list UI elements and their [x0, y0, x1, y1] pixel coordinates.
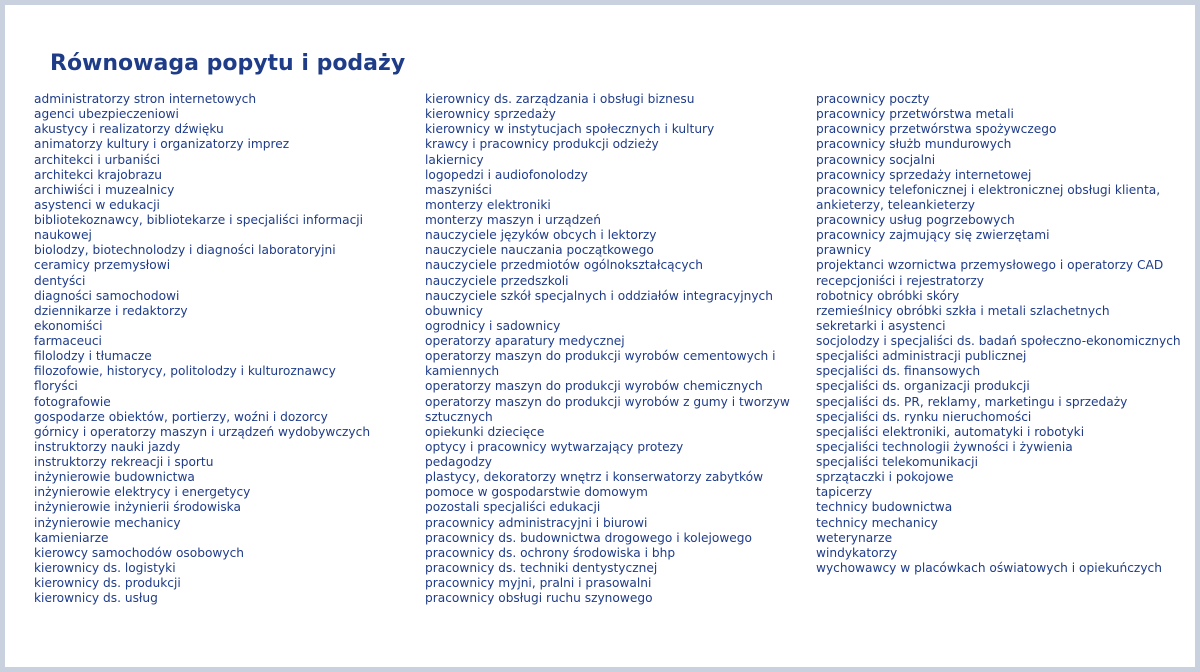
list-item: prawnicy	[816, 243, 872, 258]
list-item: obuwnicy	[425, 303, 483, 318]
list-item: inżynierowie mechanicy	[34, 515, 181, 530]
list-item: socjolodzy i specjaliści ds. badań społeczno-ekonomicznych	[816, 334, 1181, 348]
list-item: operatorzy maszyn do produkcji wyrobów cementowych i	[425, 349, 776, 364]
list-item: specjaliści ds. rynku nieruchomości	[816, 409, 1032, 424]
list-item: operatorzy maszyn do produkcji wyrobów z gumy i tworzyw	[425, 394, 790, 409]
list-item: kamieniarze	[34, 530, 109, 545]
list-item: pracownicy ds. budownictwa drogowego i kolejowego	[425, 530, 752, 545]
occupation-column-3	[816, 92, 1181, 576]
list-item: pracownicy przetwórstwa spożywczego	[816, 122, 1057, 137]
list-item: sprzątaczki i pokojowe	[816, 470, 954, 485]
list-item: pracownicy administracyjni i biurowi	[425, 515, 648, 530]
list-item: pracownicy ds. ochrony środowiska i bhp	[425, 545, 676, 560]
list-item: administratorzy stron internetowych	[34, 92, 257, 106]
list-item: specjaliści ds. finansowych	[816, 364, 981, 379]
list-item: pracownicy służb mundurowych	[816, 137, 1012, 152]
list-item: kierowcy samochodów osobowych	[34, 545, 245, 560]
list-item: fotografowie	[34, 394, 111, 409]
occupation-column-2	[425, 92, 790, 606]
list-item: optycy i pracownicy wytwarzający protezy	[425, 439, 684, 454]
list-item: nauczyciele języków obcych i lektorzy	[425, 228, 657, 243]
list-item: asystenci w edukacji	[34, 197, 160, 212]
slide	[5, 5, 1195, 667]
list-item: dentyści	[34, 273, 86, 288]
list-item: naukowej	[34, 228, 92, 243]
list-item: kierownicy ds. produkcji	[34, 576, 181, 590]
list-item: farmaceuci	[34, 334, 102, 348]
list-item: animatorzy kultury i organizatorzy imprez	[34, 137, 290, 152]
list-item: pracownicy ds. techniki dentystycznej	[425, 560, 658, 575]
list-item: pracownicy usług pogrzebowych	[816, 213, 1015, 227]
list-item: opiekunki dziecięce	[425, 424, 545, 439]
list-item: bibliotekoznawcy, bibliotekarze i specjaliści informacji	[34, 213, 364, 227]
list-item: pozostali specjaliści edukacji	[425, 500, 601, 515]
list-item: ankieterzy, teleankieterzy	[816, 197, 975, 212]
list-item: górnicy i operatorzy maszyn i urządzeń wydobywczych	[34, 424, 371, 439]
list-item: specjaliści telekomunikacji	[816, 455, 978, 469]
list-item: architekci i urbaniści	[34, 152, 161, 167]
list-item: floryści	[34, 379, 78, 394]
list-item: pracownicy socjalni	[816, 152, 936, 167]
list-item: specjaliści technologii żywności i żywienia	[816, 439, 1073, 454]
list-item: filolodzy i tłumacze	[34, 349, 152, 364]
list-item: krawcy i pracownicy produkcji odzieży	[425, 137, 659, 152]
list-item: instruktorzy rekreacji i sportu	[34, 455, 214, 469]
list-item: pedagodzy	[425, 455, 492, 469]
list-item: specjaliści ds. PR, reklamy, marketingu i sprzedaży	[816, 394, 1128, 409]
list-item: weterynarze	[816, 530, 893, 545]
list-item: ogrodnicy i sadownicy	[425, 318, 561, 333]
list-item: pracownicy sprzedaży internetowej	[816, 167, 1032, 182]
list-item: kierownicy ds. logistyki	[34, 560, 176, 575]
page-title: Równowaga popytu i podaży	[50, 51, 406, 76]
list-item: specjaliści elektroniki, automatyki i robotyki	[816, 424, 1085, 439]
list-item: instruktorzy nauki jazdy	[34, 439, 181, 454]
list-item: operatorzy aparatury medycznej	[425, 334, 625, 348]
list-item: maszyniści	[425, 182, 492, 197]
list-item: pracownicy przetwórstwa metali	[816, 107, 1014, 122]
list-item: archiwiści i muzealnicy	[34, 182, 175, 197]
list-item: akustycy i realizatorzy dźwięku	[34, 122, 224, 137]
list-item: pracownicy zajmujący się zwierzętami	[816, 228, 1050, 243]
list-item: gospodarze obiektów, portierzy, woźni i dozorcy	[34, 409, 328, 424]
list-item: inżynierowie inżynierii środowiska	[34, 500, 241, 515]
list-item: ceramicy przemysłowi	[34, 258, 171, 273]
list-item: inżynierowie elektrycy i energetycy	[34, 485, 251, 500]
list-item: kierownicy ds. usług	[34, 591, 158, 606]
list-item: pracownicy obsługi ruchu szynowego	[425, 591, 653, 606]
list-item: technicy mechanicy	[816, 515, 938, 530]
occupation-column-1	[34, 92, 370, 606]
list-item: logopedzi i audiofonolodzy	[425, 167, 588, 182]
list-item: sztucznych	[425, 409, 493, 424]
list-item: operatorzy maszyn do produkcji wyrobów chemicznych	[425, 379, 763, 394]
list-item: plastycy, dekoratorzy wnętrz i konserwatorzy zabytków	[425, 470, 764, 485]
list-item: sekretarki i asystenci	[816, 318, 946, 333]
list-item: nauczyciele nauczania początkowego	[425, 243, 654, 258]
list-item: nauczyciele przedszkoli	[425, 273, 569, 288]
list-item: monterzy elektroniki	[425, 197, 551, 212]
list-item: specjaliści administracji publicznej	[816, 349, 1027, 364]
list-item: kamiennych	[425, 364, 500, 379]
list-item: rzemieślnicy obróbki szkła i metali szlachetnych	[816, 303, 1110, 318]
list-item: architekci krajobrazu	[34, 167, 163, 182]
list-item: lakiernicy	[425, 152, 484, 167]
list-item: pracownicy telefonicznej i elektronicznej obsługi klienta,	[816, 182, 1161, 197]
list-item: specjaliści ds. organizacji produkcji	[816, 379, 1030, 394]
list-item: dziennikarze i redaktorzy	[34, 303, 188, 318]
list-item: kierownicy sprzedaży	[425, 107, 556, 122]
list-item: pracownicy poczty	[816, 92, 930, 106]
list-item: nauczyciele przedmiotów ogólnokształcących	[425, 258, 703, 273]
list-item: ekonomiści	[34, 318, 103, 333]
list-item: monterzy maszyn i urządzeń	[425, 213, 601, 227]
list-item: kierownicy w instytucjach społecznych i kultury	[425, 122, 715, 137]
list-item: pracownicy myjni, pralni i prasowalni	[425, 576, 652, 590]
list-item: pomoce w gospodarstwie domowym	[425, 485, 648, 500]
list-item: windykatorzy	[816, 545, 898, 560]
list-item: recepcjoniści i rejestratorzy	[816, 273, 984, 288]
list-item: diagności samochodowi	[34, 288, 180, 303]
list-item: technicy budownictwa	[816, 500, 953, 515]
list-item: biolodzy, biotechnolodzy i diagności laboratoryjni	[34, 243, 336, 258]
list-item: nauczyciele szkół specjalnych i oddziałów integracyjnych	[425, 288, 773, 303]
list-item: agenci ubezpieczeniowi	[34, 107, 179, 122]
list-item: robotnicy obróbki skóry	[816, 288, 960, 303]
list-item: wychowawcy w placówkach oświatowych i opiekuńczych	[816, 560, 1162, 575]
list-item: inżynierowie budownictwa	[34, 470, 195, 485]
list-item: filozofowie, historycy, politolodzy i kulturoznawcy	[34, 364, 336, 379]
list-item: tapicerzy	[816, 485, 873, 500]
list-item: kierownicy ds. zarządzania i obsługi biznesu	[425, 92, 695, 106]
list-item: projektanci wzornictwa przemysłowego i operatorzy CAD	[816, 258, 1164, 273]
